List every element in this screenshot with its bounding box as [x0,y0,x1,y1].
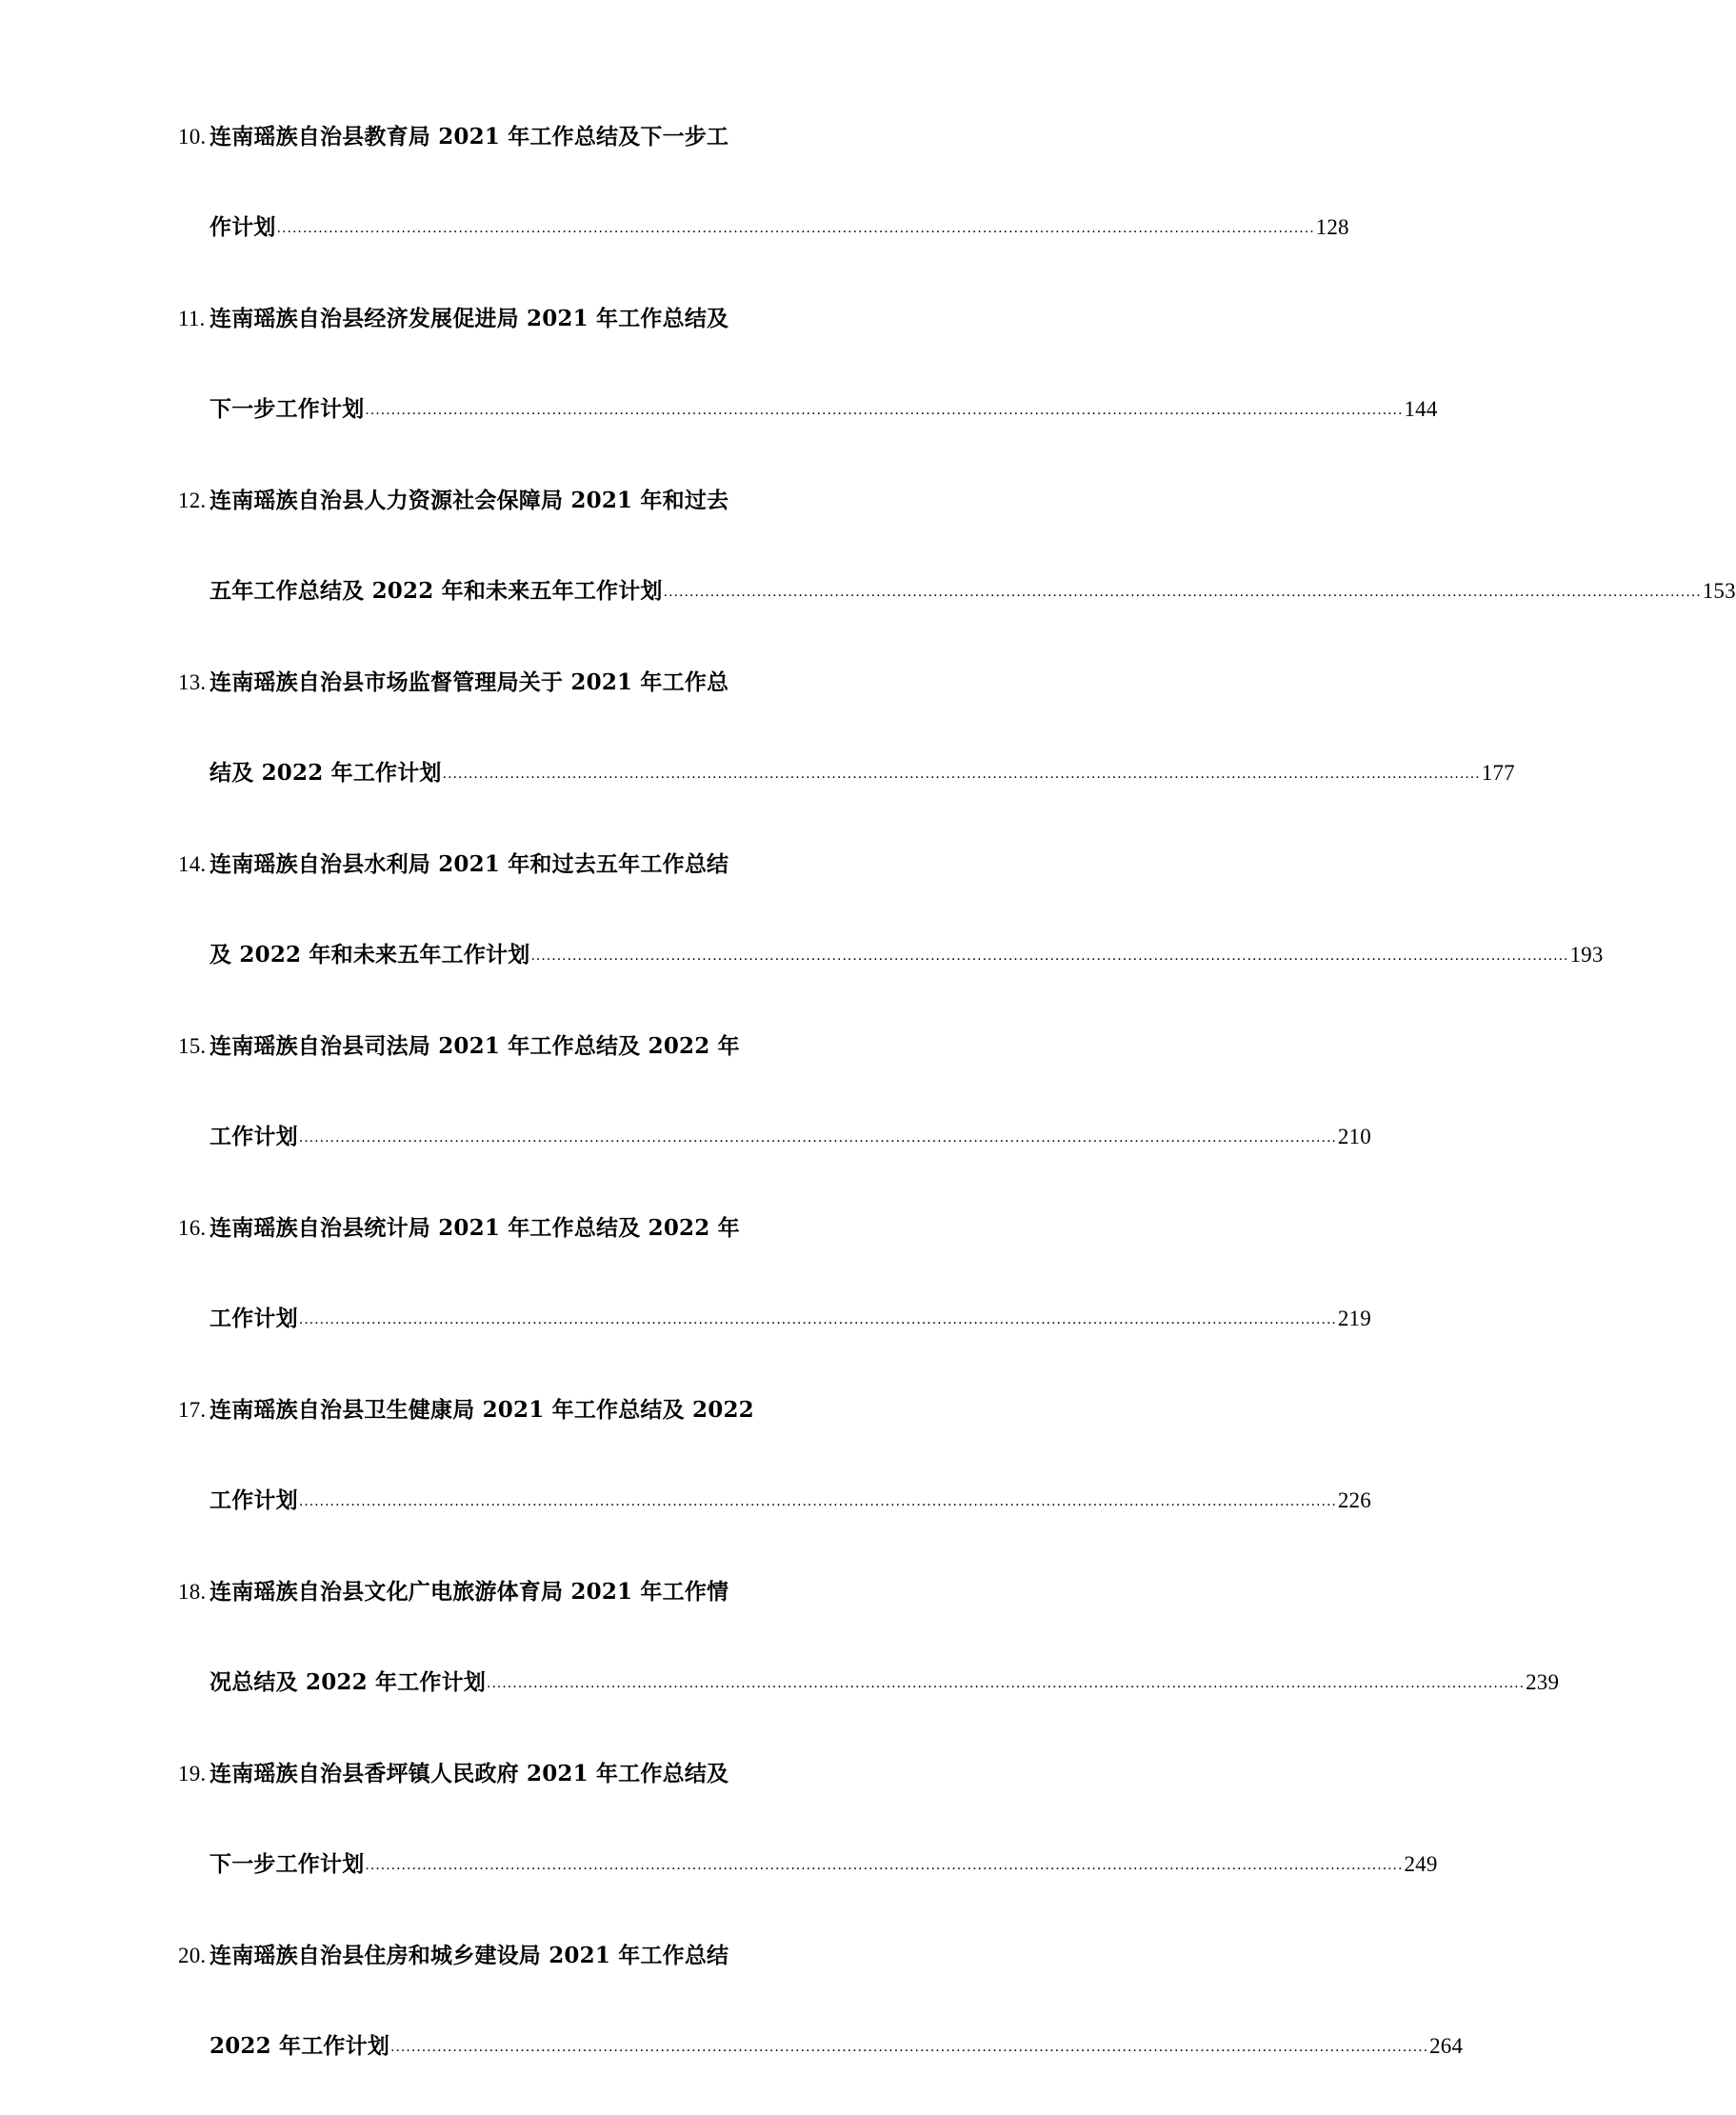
toc-entry-title: 连南瑶族自治县教育局 2021 年工作总结及下一步工 [210,124,729,150]
dot-leader: ........................................................................................................................................................................................................ [365,1858,1404,1873]
toc-entry-title-line [178,842,734,888]
toc-entry-continuation-line [210,387,1438,432]
toc-entry-continuation-line [210,2024,1464,2069]
toc-entry-title-line [178,660,734,706]
toc-entry-continuation-line [210,1842,1438,1887]
toc-entry-number: 12. [178,489,207,512]
toc-entry-title-line [178,1206,740,1251]
toc-entry[interactable] [178,478,1736,660]
toc-entry[interactable] [178,1024,1371,1206]
toc-entry[interactable] [178,1569,1560,1751]
toc-entry-title: 连南瑶族自治县统计局 2021 年工作总结及 2022 年 [210,1215,740,1241]
toc-entry-title-line [178,1024,740,1069]
toc-entry[interactable] [178,1387,1371,1569]
toc-entry-title: 连南瑶族自治县水利局 2021 年和过去五年工作总结 [210,851,729,877]
toc-entry-page-number: 219 [1337,1307,1371,1330]
toc-entry-page-number: 128 [1315,215,1349,239]
toc-entry-title: 连南瑶族自治县文化广电旅游体育局 2021 年工作情 [210,1579,729,1605]
toc-entry-title-continued: 及 2022 年和未来五年工作计划 [210,942,530,968]
toc-entry-continuation-line [210,205,1349,250]
toc-entry-title-continued: 况总结及 2022 年工作计划 [210,1669,487,1695]
toc-entry-title-continued: 工作计划 [210,1306,298,1331]
dot-leader: ........................................................................................................................................................................................................ [530,948,1569,964]
dot-leader: ........................................................................................................................................................................................................ [298,1494,1337,1509]
toc-entry-title: 连南瑶族自治县市场监督管理局关于 2021 年工作总 [210,669,729,695]
toc-entry-continuation-line [210,750,1515,796]
table-of-contents [178,114,1736,2115]
toc-entry-number: 17. [178,1398,207,1422]
toc-entry-title-line [178,478,734,524]
toc-entry-number: 14. [178,852,207,876]
dot-leader: ........................................................................................................................................................................................................ [487,1676,1526,1691]
toc-entry-page-number: 226 [1337,1488,1371,1512]
toc-entry[interactable] [178,660,1515,842]
toc-entry[interactable] [178,1933,1464,2115]
toc-entry-title-continued: 工作计划 [210,1124,298,1149]
toc-entry[interactable] [178,1751,1438,1933]
toc-entry-title-continued: 五年工作总结及 2022 年和未来五年工作计划 [210,578,663,604]
toc-entry-page-number: 144 [1404,397,1438,421]
toc-entry-title: 连南瑶族自治县人力资源社会保障局 2021 年和过去 [210,488,729,513]
toc-entry-page-number: 249 [1404,1852,1438,1876]
toc-entry-title-continued: 工作计划 [210,1487,298,1513]
dot-leader: ........................................................................................................................................................................................................ [442,767,1481,782]
toc-entry-continuation-line [210,932,1604,978]
toc-entry-number: 16. [178,1216,207,1240]
toc-entry-page-number: 177 [1481,761,1515,785]
toc-entry-number: 19. [178,1762,207,1786]
toc-entry-continuation-line [210,569,1736,614]
toc-entry-number: 15. [178,1034,207,1058]
toc-entry-page-number: 193 [1569,943,1604,967]
dot-leader: ........................................................................................................................................................................................................ [298,1312,1337,1327]
toc-entry-title-continued: 2022 年工作计划 [210,2033,390,2059]
dot-leader: ........................................................................................................................................................................................................ [298,1130,1337,1146]
toc-entry-title: 连南瑶族自治县香坪镇人民政府 2021 年工作总结及 [210,1761,729,1786]
toc-entry-title-line [178,1569,734,1615]
toc-entry-page-number: 153 [1702,579,1736,603]
toc-entry-page-number: 210 [1337,1125,1371,1148]
toc-entry-number: 10. [178,125,207,149]
toc-entry-title: 连南瑶族自治县经济发展促进局 2021 年工作总结及 [210,306,729,331]
dot-leader: ........................................................................................................................................................................................................ [276,221,1315,236]
toc-entry-continuation-line [210,1296,1371,1342]
toc-entry-continuation-line [210,1660,1560,1706]
toc-entry-continuation-line [210,1478,1371,1524]
toc-entry-title-line [178,296,734,342]
toc-entry[interactable] [178,842,1604,1024]
toc-entry-number: 11. [178,307,206,330]
toc-entry-title-continued: 下一步工作计划 [210,1851,365,1877]
toc-entry-page-number: 264 [1429,2034,1464,2058]
toc-entry-title-line [178,1387,754,1433]
toc-entry-title-line [178,1751,734,1797]
dot-leader: ........................................................................................................................................................................................................ [365,403,1404,418]
toc-entry-page-number: 239 [1526,1670,1560,1694]
toc-entry[interactable] [178,296,1438,478]
toc-entry-title-continued: 结及 2022 年工作计划 [210,760,442,786]
toc-entry-number: 18. [178,1580,207,1604]
toc-entry-title-line [178,114,734,160]
toc-entry[interactable] [178,114,1349,296]
toc-entry-title: 连南瑶族自治县卫生健康局 2021 年工作总结及 2022 [210,1397,754,1423]
toc-entry-title-continued: 作计划 [210,214,276,240]
toc-entry-title: 连南瑶族自治县司法局 2021 年工作总结及 2022 年 [210,1033,740,1059]
toc-entry-continuation-line [210,1114,1371,1160]
toc-entry-title: 连南瑶族自治县住房和城乡建设局 2021 年工作总结 [210,1943,729,1968]
toc-entry[interactable] [178,1206,1371,1387]
toc-entry-title-line [178,1933,734,1979]
toc-entry-number: 20. [178,1944,207,1967]
dot-leader: ........................................................................................................................................................................................................ [390,2040,1429,2055]
toc-entry-number: 13. [178,670,207,694]
dot-leader: ........................................................................................................................................................................................................ [663,585,1702,600]
toc-entry-title-continued: 下一步工作计划 [210,396,365,422]
